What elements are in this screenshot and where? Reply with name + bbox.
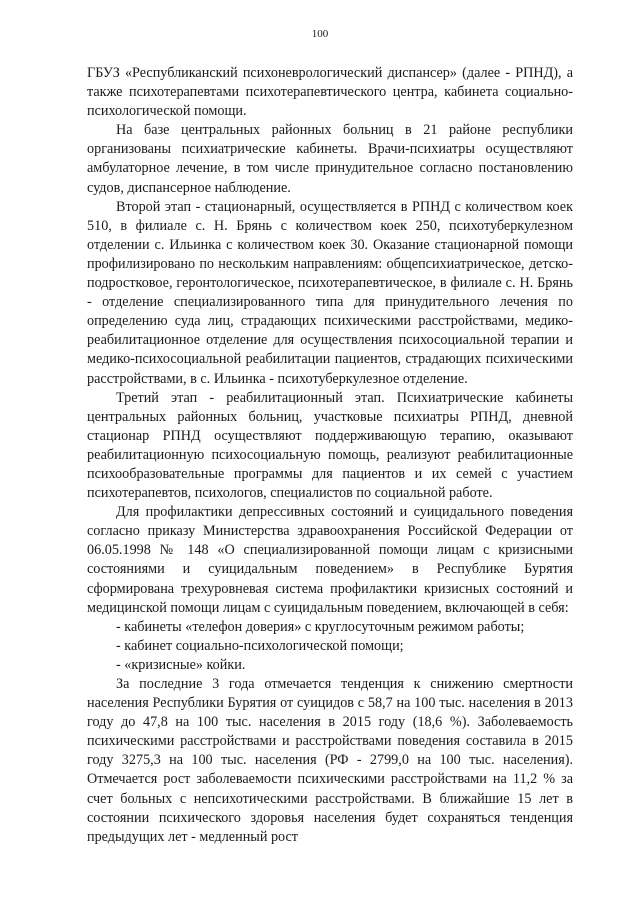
- paragraph-third-stage: Третий этап - реабилитационный этап. Психиатрические кабинеты центральных районных больниц, участковые психиатры РПНД, дневной стационар РПНД осуществляют поддерживающую терапию, оказывают реабилитационную психосоциальную помощь, реализуют реабилитационные психообразовательные программы для пациентов и их семей с участием психотерапевтов, психологов, специалистов по социальной работе.: [87, 389, 573, 502]
- document-body: [87, 64, 573, 847]
- paragraph-continuation: ГБУЗ «Республиканский психоневрологический диспансер» (далее - РПНД), а также психотерапевтами психотерапевтического центра, кабинета социально-психологической помощи.: [87, 65, 573, 120]
- list-item: - кабинет социально-психологической помощи;: [116, 637, 404, 654]
- paragraph-statistics: За последние 3 года отмечается тенденция к снижению смертности населения Республики Бурятия от суицидов с 58,7 на 100 тыс. населения в 2013 году до 47,8 на 100 тыс. населения в 2015 году (18,6 %). Заболеваемость психическими расстройствами и расстройствами поведения составила в 2015 году 3275,3 на 100 тыс. населения (РФ - 2799,0 на 100 тыс. населения). Отмечается рост заболеваемости психическими расстройствами на 11,2 % за счет больных с непсихотическими расстройствами. В ближайшие 15 лет в состоянии психического здоровья населения будет сохраняться тенденция предыдущих лет - медленный рост: [87, 676, 573, 845]
- paragraph-district-hospitals: На базе центральных районных больниц в 21 районе республики организованы психиатрические кабинеты. Врачи-психиатры осуществляют амбулаторное лечение, в том числе принудительное согласно постановлению судов, диспансерное наблюдение.: [87, 122, 573, 196]
- list-item: - «кризисные» койки.: [116, 656, 246, 673]
- list-item: - кабинеты «телефон доверия» с круглосуточным режимом работы;: [116, 618, 525, 635]
- paragraph-second-stage: Второй этап - стационарный, осуществляется в РПНД с количеством коек 510, в филиале с. Н. Брянь с количеством коек 250, психотуберкулезном отделении с. Ильинка с количеством коек 30. Оказание стационарной помощи профилизировано по нескольким направлениям: общепсихиатрическое, детско-подростковое, геронтологическое, психотерапевтическое, в филиале с. Н. Брянь - отделение специализированного типа для принудительного лечения по определению суда лиц, страдающих психическими расстройствами, медико-реабилитационное отделение для осуществления психосоциальной терапии и медико-психосоциальной реабилитации пациентов, страдающих психическими расстройствами, в с. Ильинка - психотуберкулезное отделение.: [87, 198, 573, 387]
- prevention-system-list: [87, 618, 573, 675]
- page-number: 100: [311, 28, 329, 40]
- paragraph-suicide-prevention: Для профилактики депрессивных состояний и суицидального поведения согласно приказу Министерства здравоохранения Российской Федерации от 06.05.1998 № 148 «О специализированной помощи лицам с кризисными состояниями и суицидальным поведением» в Республике Бурятия сформирована трехуровневая система профилактики кризисных состояний и медицинской помощи лицам с суицидальным поведением, включающей в себя:: [87, 504, 573, 616]
